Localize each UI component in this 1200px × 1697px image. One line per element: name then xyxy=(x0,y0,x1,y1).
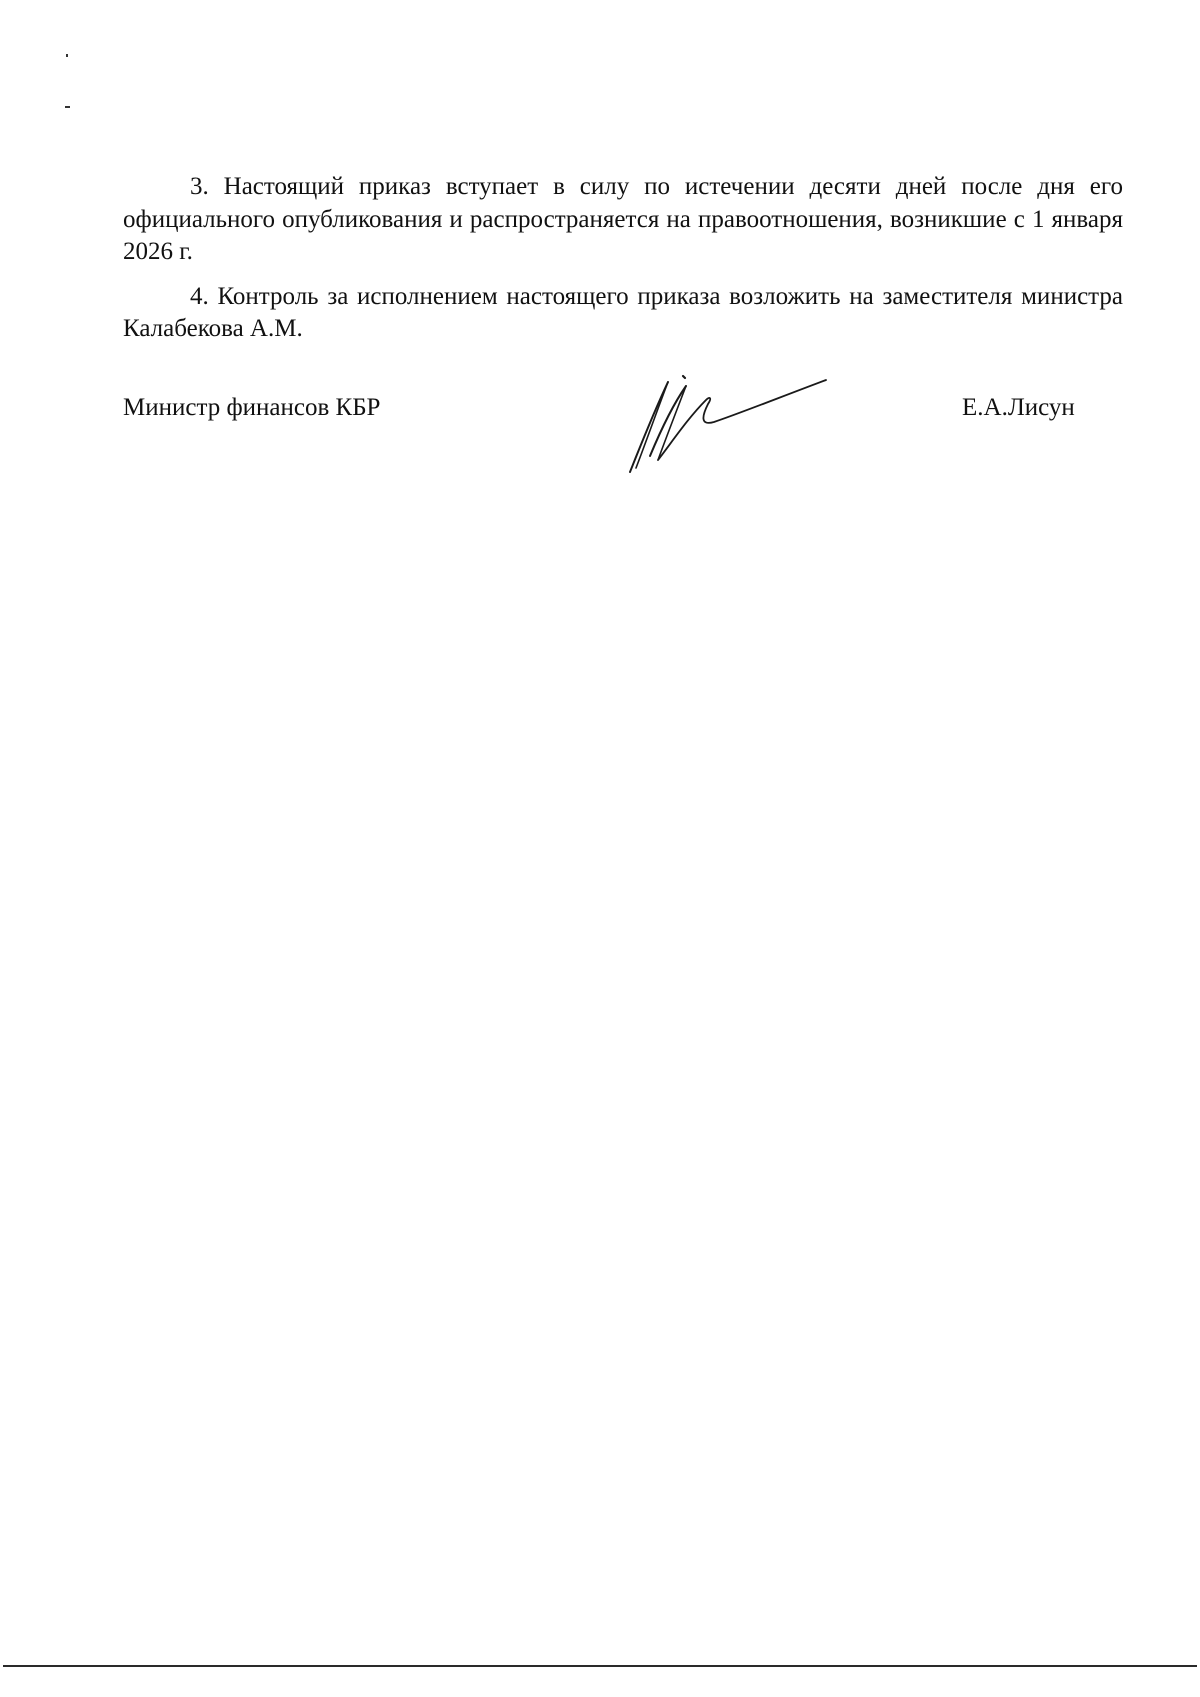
paragraph-4: 4. Контроль за исполнением настоящего приказа возложить на заместителя министра Калабекова А.М. xyxy=(123,282,1123,342)
scan-artifact xyxy=(66,54,68,57)
paragraph-3: 3. Настоящий приказ вступает в силу по истечении десяти дней после дня его официального опубликования и распространяется на правоотношения, возникшие с 1 января 2026 г. xyxy=(123,173,1123,265)
signature-block xyxy=(0,380,1200,490)
signature-icon xyxy=(628,372,828,476)
bottom-rule xyxy=(3,1665,1197,1667)
scan-artifact xyxy=(65,106,70,108)
signer-name: Е.А.Лисун xyxy=(962,394,1075,421)
document-body xyxy=(123,171,1123,358)
signer-position: Министр финансов КБР xyxy=(123,394,381,421)
